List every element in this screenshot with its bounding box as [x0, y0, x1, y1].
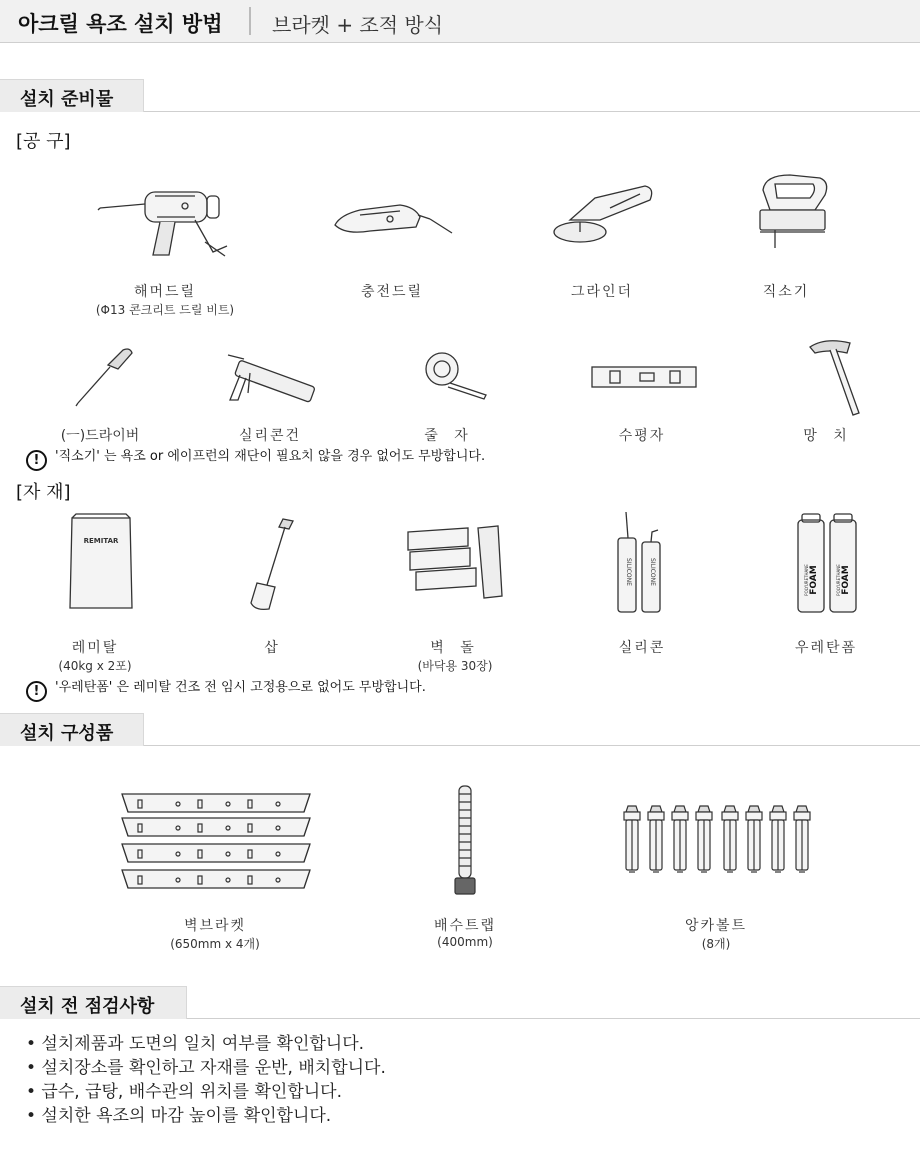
- material-sublabel: (40kg x 2포): [58, 659, 132, 673]
- materials-note-text: '우레탄폼' 은 레미탈 건조 전 임시 고정용으로 없어도 무방합니다.: [55, 680, 426, 695]
- checklist-item: • 설치한 욕조의 마감 높이를 확인합니다.: [26, 1106, 332, 1126]
- cordless-drill-image: [330, 185, 455, 245]
- section-prep: [0, 79, 920, 112]
- header-divider: [249, 7, 251, 35]
- material-label: 벽 돌: [430, 640, 480, 656]
- component-item-anchor-bolt: [636, 915, 796, 952]
- tools-note: [26, 445, 485, 471]
- urethane-foam-image: [796, 512, 860, 614]
- foam-label-text: FOAM: [841, 565, 851, 595]
- anchor-bolts-image: [622, 804, 812, 878]
- section-components-title: 설치 구성품: [20, 723, 114, 744]
- component-item-bracket: [135, 915, 295, 952]
- component-sublabel: (650mm x 4개): [170, 937, 260, 951]
- mortar-bag-image: [66, 512, 136, 614]
- silicone-gun-image: [220, 345, 325, 410]
- page-subtitle: 브라켓 + 조적 방식: [272, 13, 444, 37]
- tool-item-hammer-drill: [85, 281, 245, 318]
- silicone-label-text: SILICONE: [625, 558, 632, 586]
- tool-item-jigsaw: [706, 281, 866, 301]
- material-item-urethane-foam: [746, 637, 906, 657]
- tools-note-text: '직소기' 는 욕조 or 에이프런의 재단이 필요치 않을 경우 없어도 무방합니다.: [55, 449, 486, 464]
- component-label: 배수트랩: [433, 918, 497, 934]
- tool-label: 해머드릴: [133, 284, 197, 300]
- tape-measure-image: [420, 345, 490, 400]
- brick-image: [406, 522, 506, 600]
- material-label: 실리콘: [618, 640, 666, 656]
- checklist-item: • 급수, 급탕, 배수관의 위치를 확인합니다.: [26, 1082, 343, 1102]
- tool-item-screwdriver: [20, 425, 180, 445]
- component-item-drain-trap: [385, 915, 545, 949]
- tool-label: 줄 자: [424, 428, 474, 444]
- page-title: 아크릴 욕조 설치 방법: [18, 12, 223, 36]
- foam-small-text: POLYURETHANE: [804, 564, 809, 596]
- foam-label-text: FOAM: [809, 565, 819, 595]
- section-components: [0, 713, 920, 746]
- tool-item-cordless-drill: [312, 281, 472, 301]
- component-label: 벽브라켓: [183, 918, 247, 934]
- component-label: 앙카볼트: [684, 918, 748, 934]
- tool-item-level: [562, 425, 722, 445]
- material-item-silicone: [562, 637, 722, 657]
- grinder-image: [550, 180, 660, 255]
- tool-label: 망 치: [803, 428, 853, 444]
- shovel-image: [245, 515, 300, 615]
- tool-item-tape-measure: [369, 425, 529, 445]
- bag-brand-text: REMITAR: [83, 537, 119, 545]
- exclamation-circle-icon: !: [26, 450, 47, 471]
- material-item-brick: [375, 637, 535, 674]
- hammer-image: [805, 335, 865, 420]
- material-label: 우레탄폼: [794, 640, 858, 656]
- tool-label: 직소기: [762, 284, 810, 300]
- section-precheck: [0, 986, 920, 1019]
- tool-item-silicone-gun: [190, 425, 350, 445]
- materials-note: [26, 676, 426, 702]
- checklist-item: • 설치제품과 도면의 일치 여부를 확인합니다.: [26, 1034, 365, 1054]
- checklist: [26, 1032, 386, 1128]
- tool-label: 그라인더: [570, 284, 634, 300]
- component-sublabel: (400mm): [437, 935, 493, 949]
- silicone-tubes-image: [612, 510, 672, 615]
- tool-label: (ㅡ)드라이버: [60, 428, 140, 444]
- section-precheck-title: 설치 전 점검사항: [20, 996, 155, 1017]
- tool-label: 충전드릴: [360, 284, 424, 300]
- materials-heading: [자 재]: [16, 482, 71, 503]
- material-label: 삽: [264, 640, 280, 656]
- tool-label: 실리콘건: [238, 428, 302, 444]
- wall-bracket-image: [118, 792, 314, 890]
- tool-sublabel: (Φ13 콘크리트 드릴 비트): [95, 303, 235, 317]
- screwdriver-image: [68, 345, 138, 410]
- section-prep-title: 설치 준비물: [20, 89, 114, 110]
- hammer-drill-image: [95, 170, 235, 265]
- jigsaw-image: [755, 170, 835, 255]
- tool-item-hammer: [748, 425, 908, 445]
- component-sublabel: (8개): [701, 937, 731, 951]
- material-label: 레미탈: [71, 640, 119, 656]
- silicone-label-text: SILICONE: [649, 558, 656, 586]
- level-image: [590, 364, 698, 390]
- material-sublabel: (바닥용 30장): [417, 659, 493, 673]
- drain-trap-image: [452, 784, 478, 904]
- material-item-shovel: [192, 637, 352, 657]
- tool-item-grinder: [522, 281, 682, 301]
- page-header: [0, 0, 920, 43]
- foam-small-text: POLYURETHANE: [836, 564, 841, 596]
- checklist-item: • 설치장소를 확인하고 자재를 운반, 배치합니다.: [26, 1058, 386, 1078]
- tools-heading: [공 구]: [16, 131, 71, 152]
- tool-label: 수평자: [618, 428, 666, 444]
- exclamation-circle-icon: !: [26, 681, 47, 702]
- material-item-mortar: [15, 637, 175, 674]
